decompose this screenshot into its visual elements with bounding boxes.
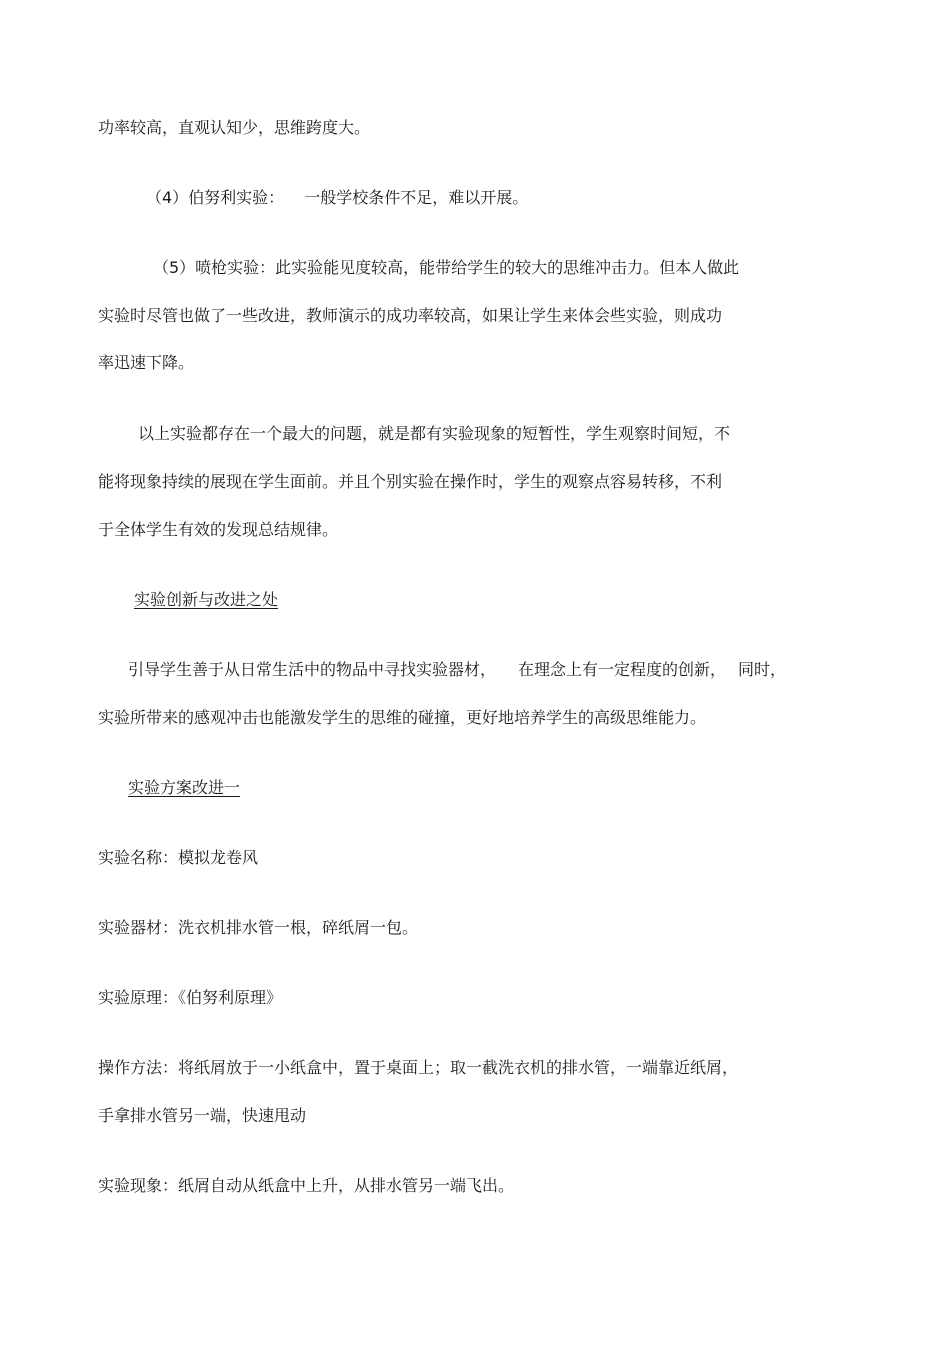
experiment-method: 操作方法：将纸屑放于一小纸盒中，置于桌面上；取一截洗衣机的排水管，一端靠近纸屑， (98, 1058, 739, 1077)
experiment-equipment: 实验器材：洗衣机排水管一根，碎纸屑一包。 (98, 918, 419, 937)
paragraph-line: 能将现象持续的展现在学生面前。并且个别实验在操作时，学生的观察点容易转移，不利 (98, 472, 723, 491)
item-text: 一般学校条件不足，难以开展。 (304, 188, 529, 207)
paragraph-line: 实验所带来的感观冲击也能激发学生的思维的碰撞，更好地培养学生的高级思维能力。 (98, 708, 707, 727)
paragraph-line: 于全体学生有效的发现总结规律。 (98, 520, 339, 539)
text-part: 同时， (738, 660, 787, 679)
paragraph-line: 率迅速下降。 (98, 353, 195, 372)
text-part: 引导学生善于从日常生活中的物品中寻找实验器材， (128, 660, 497, 679)
paragraph-line: 功率较高，直观认知少，思维跨度大。 (98, 118, 371, 137)
item-label: （4）伯努利实验： (146, 188, 285, 207)
paragraph-bernoulli-experiment (146, 188, 528, 208)
section-heading-plan-one: 实验方案改进一 (128, 778, 241, 797)
text-part: 在理念上有一定程度的创新， (518, 660, 727, 679)
experiment-method-cont: 手拿排水管另一端，快速甩动 (98, 1106, 307, 1125)
paragraph-line: 实验时尽管也做了一些改进，教师演示的成功率较高，如果让学生来体会些实验，则成功 (98, 306, 723, 325)
experiment-phenomenon: 实验现象：纸屑自动从纸盒中上升，从排水管另一端飞出。 (98, 1176, 515, 1195)
paragraph-line: 以上实验都存在一个最大的问题，就是都有实验现象的短暂性，学生观察时间短，不 (138, 424, 731, 443)
experiment-name: 实验名称：模拟龙卷风 (98, 848, 259, 867)
paragraph-line: （5）喷枪实验：此实验能见度较高，能带给学生的较大的思维冲击力。但本人做此 (153, 258, 740, 277)
paragraph-innovation (128, 660, 786, 680)
experiment-principle: 实验原理：《伯努利原理》 (98, 988, 283, 1007)
section-heading-innovation: 实验创新与改进之处 (134, 590, 279, 609)
